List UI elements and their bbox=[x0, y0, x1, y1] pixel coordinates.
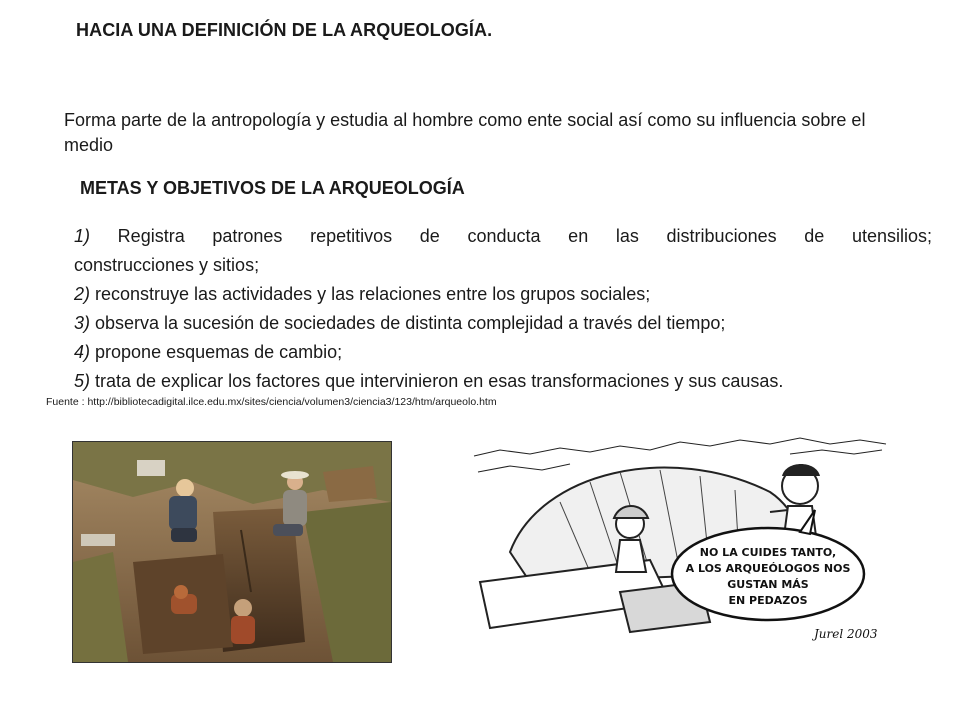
goal-text: propone esquemas de cambio; bbox=[90, 342, 343, 362]
speech-line: GUSTAN MÁS bbox=[727, 578, 809, 591]
goal-item bbox=[74, 222, 932, 280]
cartoon-signature: Jurel 2003 bbox=[814, 627, 878, 641]
source-citation: Fuente : http://bibliotecadigital.ilce.edu.mx/sites/ciencia/volumen3/ciencia3/123/htm/arqueolo.htm bbox=[46, 396, 497, 408]
goal-number: 1) bbox=[74, 226, 91, 246]
goal-text: trata de explicar los factores que intervinieron en esas transformaciones y sus causas. bbox=[90, 371, 784, 391]
excavation-illustration bbox=[73, 442, 391, 662]
goals-heading: METAS Y OBJETIVOS DE LA ARQUEOLOGÍA bbox=[80, 178, 465, 198]
excavation-photo bbox=[72, 441, 392, 663]
goal-item bbox=[74, 309, 932, 338]
goal-number: 2) bbox=[74, 284, 91, 304]
goal-text: reconstruye las actividades y las relaciones entre los grupos sociales; bbox=[90, 284, 651, 304]
intro-paragraph: Forma parte de la antropología y estudia al hombre como ente social así como su influencia sobre el medio bbox=[64, 110, 866, 155]
goal-text: observa la sucesión de sociedades de distinta complejidad a través del tiempo; bbox=[90, 313, 726, 333]
speech-line: NO LA CUIDES TANTO, bbox=[699, 546, 837, 559]
goal-line bbox=[74, 222, 932, 251]
goal-item bbox=[74, 280, 932, 309]
goal-text: Registra patrones repetitivos de conducta en las distribuciones de utensilios; bbox=[90, 226, 932, 246]
cartoon-illustration bbox=[470, 432, 890, 656]
speech-line: EN PEDAZOS bbox=[728, 594, 808, 607]
goal-item bbox=[74, 367, 932, 396]
goals-list bbox=[74, 222, 932, 396]
archaeology-cartoon bbox=[470, 432, 890, 656]
speech-line: A LOS ARQUEÓLOGOS NOS bbox=[685, 562, 851, 575]
goal-text-continued: construcciones y sitios; bbox=[74, 255, 260, 275]
slide-title: HACIA UNA DEFINICIÓN DE LA ARQUEOLOGÍA. bbox=[76, 20, 493, 40]
goal-number: 5) bbox=[74, 371, 91, 391]
goal-number: 4) bbox=[74, 342, 91, 362]
goal-number: 3) bbox=[74, 313, 91, 333]
goal-item bbox=[74, 338, 932, 367]
